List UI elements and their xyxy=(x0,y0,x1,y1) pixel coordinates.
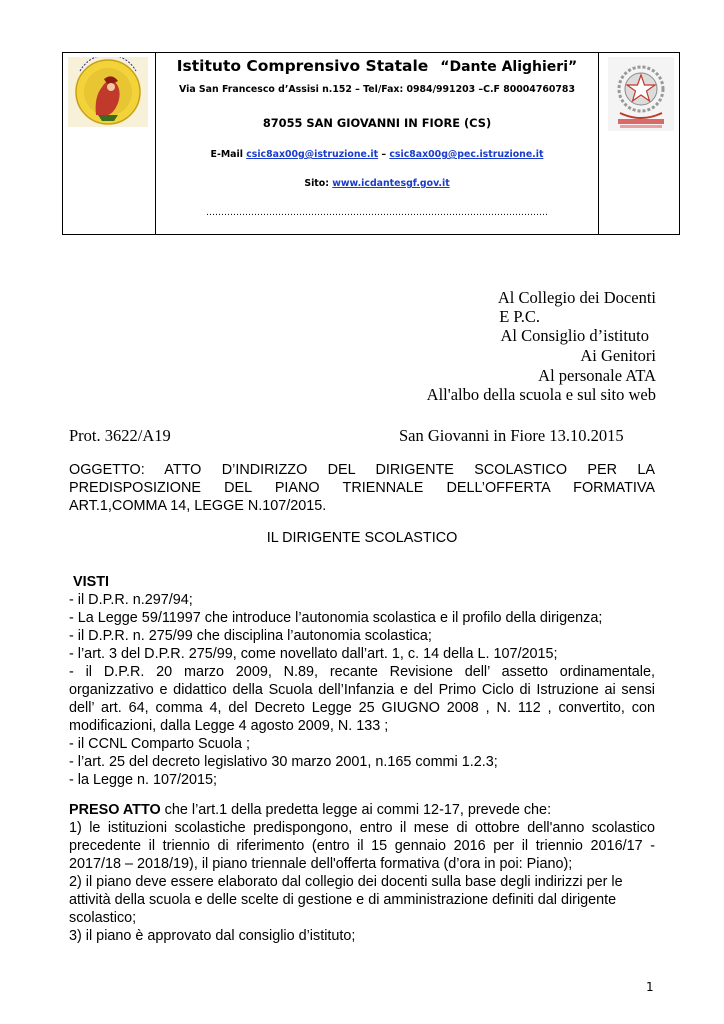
visti-item-line: - l’art. 3 del D.P.R. 275/99, come novellato dall’art. 1, c. 14 della L. 107/2015; xyxy=(69,646,558,662)
visti-item-line: - il CCNL Comparto Scuola ; xyxy=(69,736,251,752)
school-address: Via San Francesco d’Assisi n.152 – Tel/Fax: 0984/991203 –C.F 80004760783 xyxy=(179,84,575,95)
visti-item-line: - il D.P.R. n.297/94; xyxy=(69,592,193,608)
school-title xyxy=(156,57,598,75)
recipient-epc: E P.C. xyxy=(499,307,540,326)
recipient-ata: Al personale ATA xyxy=(538,366,656,385)
visti-item-line: organizzativo e didattico della Scuola dell’Infanzia e del Primo Ciclo di Istruzione ai sensi xyxy=(69,682,655,698)
preso-atto-intro xyxy=(69,801,655,819)
preso-atto-heading: PRESO ATTO xyxy=(69,802,161,818)
subject-line: PREDISPOSIZIONE DEL PIANO TRIENNALE DELL’OFFERTA FORMATIVA xyxy=(69,480,655,496)
preso-atto-item-line: attività della scuola e delle scelte di gestione e di amministrazione definiti dal dirigente xyxy=(69,892,617,908)
preso-atto-item-line: 1) le istituzioni scolastiche predispongono, entro il mese di ottobre dell'anno scolastico xyxy=(69,820,655,836)
issuer-heading: IL DIRIGENTE SCOLASTICO xyxy=(266,530,458,546)
letterhead-divider-right xyxy=(598,53,599,234)
subject-line: OGGETTO: ATTO D’INDIRIZZO DEL DIRIGENTE SCOLASTICO PER LA xyxy=(69,462,655,478)
visti-item-line: - l’art. 25 del decreto legislativo 30 marzo 2001, n.165 commi 1.2.3; xyxy=(69,754,498,770)
preso-atto-intro-text: che l’art.1 della predetta legge ai commi 12-17, prevede che: xyxy=(160,802,552,818)
visti-list xyxy=(69,591,655,789)
preso-atto-item-line: 2) il piano deve essere elaborato dal collegio dei docenti sulla base degli indirizzi per le xyxy=(69,874,623,890)
visti-section xyxy=(69,573,655,789)
recipient-genitori: Ai Genitori xyxy=(580,346,656,365)
visti-item-line: - il D.P.R. n. 275/99 che disciplina l’autonomia scolastica; xyxy=(69,628,432,644)
email-link-1[interactable]: csic8ax00g@istruzione.it xyxy=(246,149,379,160)
visti-item-line: - la Legge n. 107/2015; xyxy=(69,772,218,788)
school-email-line xyxy=(156,149,598,160)
letterhead-divider-left xyxy=(155,53,156,234)
recipient-albo: All'albo della scuola e sul sito web xyxy=(426,385,656,404)
visti-item-line: - il D.P.R. 20 marzo 2009, N.89, recante Revisione dell’ assetto ordinamentale, xyxy=(69,664,655,680)
subject-line: ART.1,COMMA 14, LEGGE N.107/2015. xyxy=(69,498,327,514)
school-site-line xyxy=(156,178,598,189)
email-label: E-Mail xyxy=(210,149,243,160)
preso-atto-item-line: 2017/18 – 2018/19), il piano triennale dell'offerta formativa (d’ora in poi: Piano); xyxy=(69,856,573,872)
email-separator: – xyxy=(381,149,387,160)
site-label: Sito: xyxy=(304,178,329,189)
preso-atto-item-line: scolastico; xyxy=(69,910,137,926)
subject-block xyxy=(69,461,655,515)
visti-item-line: - La Legge 59/11997 che introduce l’autonomia scolastica e il profilo della dirigenza; xyxy=(69,610,603,626)
italy-emblem xyxy=(608,57,674,131)
school-type: Istituto Comprensivo Statale xyxy=(176,57,429,75)
preso-atto-list xyxy=(69,819,655,945)
school-name: “Dante Alighieri” xyxy=(440,59,578,75)
preso-atto-item-line: 3) il piano è approvato dal consiglio d’istituto; xyxy=(69,928,356,944)
school-logo xyxy=(68,57,148,127)
email-link-2[interactable]: csic8ax00g@pec.istruzione.it xyxy=(389,149,544,160)
dotted-line: …………………………………………………………………………………………………… xyxy=(206,208,548,218)
recipient-collegio: Al Collegio dei Docenti xyxy=(497,288,656,307)
recipient-consiglio: Al Consiglio d’istituto xyxy=(500,326,649,345)
preso-atto-section xyxy=(69,801,655,945)
page-number: 1 xyxy=(646,980,654,994)
visti-item-line: modificazioni, dalla Legge 4 agosto 2009, N. 133 ; xyxy=(69,718,389,734)
preso-atto-item-line: precedente il triennio di riferimento (entro il 15 gennaio 2016 per il triennio 2016/17 - xyxy=(69,838,655,854)
visti-heading: VISTI xyxy=(73,574,109,590)
site-link[interactable]: www.icdantesgf.gov.it xyxy=(332,178,450,189)
school-city: 87055 SAN GIOVANNI IN FIORE (CS) xyxy=(262,116,492,130)
protocol-number: Prot. 3622/A19 xyxy=(69,426,171,445)
visti-item-line: dell’ art. 64, comma 4, del Decreto Legge 25 GIUGNO 2008 , N. 112 , convertito, con xyxy=(69,700,655,716)
place-date: San Giovanni in Fiore 13.10.2015 xyxy=(399,426,624,445)
